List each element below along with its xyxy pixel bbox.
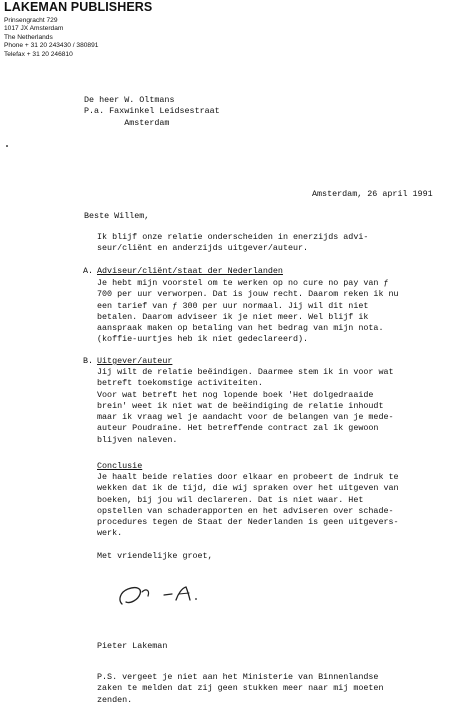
conclusion-heading: Conclusie: [97, 461, 143, 471]
address-line: 1017 JX Amsterdam: [4, 25, 64, 33]
address-line: The Netherlands: [4, 33, 53, 41]
section-a-marker: A.: [83, 266, 94, 276]
text-line: zaken te melden dat zij geen stukken meer naar mij moeten: [97, 683, 384, 694]
company-name: LAKEMAN PUBLISHERS: [4, 0, 153, 14]
salutation: Beste Willem,: [84, 211, 150, 221]
text-line: boeken, bij jou wil declareren. Dat is niet waar. Het: [97, 494, 364, 505]
text-line: betreft toekomstige activiteiten.: [97, 378, 263, 389]
text-line: zenden.: [97, 694, 133, 705]
text-line: brein' weet ik niet wat de beëindiging de relatie inhoudt: [97, 400, 384, 411]
text-line: seur/cliënt en anderzijds uitgever/auteur.: [97, 243, 309, 254]
closing-line: Met vriendelijke groet,: [97, 551, 213, 561]
text-line: wekken dat ik de tijd, die wij spraken over het uitgeven van: [97, 483, 399, 494]
phone-line: Phone + 31 20 243430 / 380891: [4, 42, 99, 50]
text-line: aanspraak maken op betaling van het bedrag van mijn nota.: [97, 323, 384, 334]
section-a-body: [97, 278, 399, 346]
fax-line: Telefax + 31 20 246810: [4, 50, 73, 58]
handwritten-signature: [112, 578, 222, 610]
postscript: [97, 672, 383, 706]
intro-paragraph: [97, 232, 368, 255]
company-address: [4, 17, 98, 59]
section-a-heading: Adviseur/cliënt/staat der Nederlanden: [97, 266, 283, 276]
text-line: werk.: [97, 528, 123, 539]
text-line: betalen. Daarom adviseer ik je niet meer. Wel blijf ik: [97, 311, 369, 322]
text-line: maar ik vraag wel je aandacht voor de belangen van je mede-: [97, 412, 394, 423]
address-line: Prinsengracht 729: [4, 17, 58, 24]
text-line: 700 per uur verworpen. Dat is jouw recht. Daarom reken ik nu: [97, 289, 399, 300]
signer-name: Pieter Lakeman: [97, 641, 168, 651]
recipient-line: P.a. Faxwinkel Leidsestraat: [84, 106, 220, 117]
text-line: P.S. vergeet je niet aan het Ministerie van Binnenlandse: [97, 672, 379, 682]
text-line: Voor wat betreft het nog lopende boek 'Het dolgedraaide: [97, 389, 374, 400]
text-line: opstellen van schaderapporten en het adviseren over schade-: [97, 505, 394, 516]
recipient-line: De heer W. Oltmans: [84, 95, 175, 105]
text-line: een tarief van ƒ 300 per uur normaal. Jij wil dit niet: [97, 300, 369, 311]
date-line: Amsterdam, 26 april 1991: [312, 189, 433, 199]
text-line: Je haalt beide relaties door elkaar en probeert de indruk te: [97, 472, 399, 482]
margin-mark: [6, 145, 8, 147]
section-b-body: [97, 367, 394, 446]
recipient-block: [84, 95, 220, 129]
text-line: auteur Poudraine. Het betreffende contract zal ik gewoon: [97, 423, 379, 434]
recipient-line: Amsterdam: [84, 117, 170, 128]
text-line: (koffie-uurtjes heb ik niet gedeclareerd).: [97, 334, 309, 345]
text-line: Ik blijf onze relatie onderscheiden in enerzijds advi-: [97, 232, 369, 242]
text-line: procedures tegen de Staat der Nederlanden is geen uitgevers-: [97, 517, 399, 528]
section-b-marker: B.: [83, 356, 94, 366]
text-line: Jij wilt de relatie beëindigen. Daarmee stem ik in voor wat: [97, 367, 394, 377]
section-b-heading: Uitgever/auteur: [97, 356, 173, 366]
text-line: blijven naleven.: [97, 434, 178, 445]
text-line: Je hebt mijn voorstel om te werken op no cure no pay van ƒ: [97, 278, 389, 288]
conclusion-body: [97, 472, 399, 540]
